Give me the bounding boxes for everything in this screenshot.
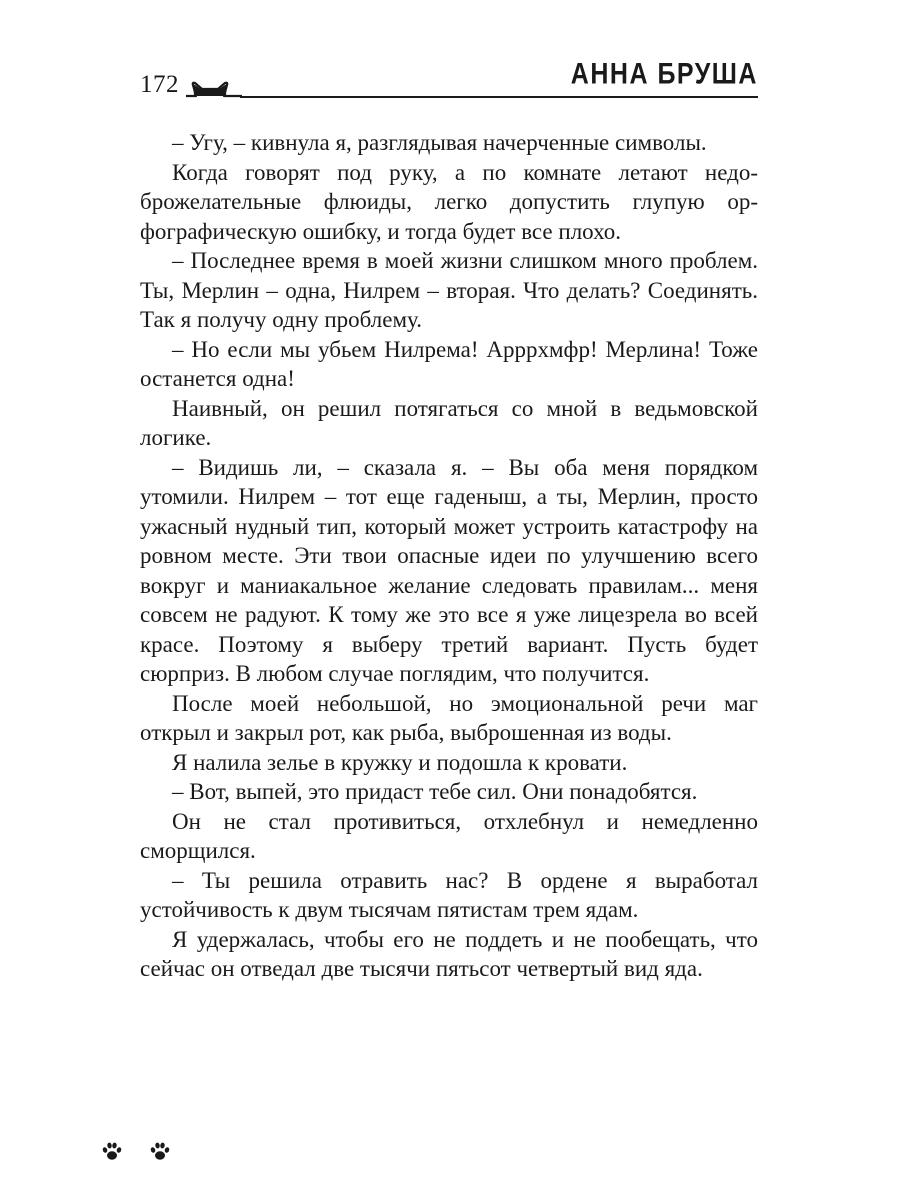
cat-ears-icon [184, 76, 244, 98]
footer-ornament [100, 1140, 180, 1166]
paw-print-icon [148, 1140, 172, 1164]
paragraph: Когда говорят под руку, а по комнате летают недоброжелательные флюиды, легко допустить глупую орфографическую ошибку, и тогда будет все плохо. [140, 159, 758, 244]
paragraph: – Ты решила отравить нас? В ордене я выработал устойчивость к двум тысячам пятистам трем ядам. [140, 867, 758, 922]
paw-print-icon [100, 1140, 124, 1164]
paragraph: Наивный, он решил потягаться со мной в ведьмовской логике. [140, 395, 758, 450]
paragraph: Он не стал противиться, отхлебнул и немедленно сморщился. [140, 808, 758, 863]
header-rule [240, 96, 758, 98]
page-header [140, 57, 758, 106]
paragraph: После моей небольшой, но эмоциональной речи маг открыл и закрыл рот, как рыба, выброшенная из воды. [140, 690, 758, 745]
paragraph: – Видишь ли, – сказала я. – Вы оба меня порядком утомили. Нилрем – тот еще гаденыш, а ты, Мерлин, просто ужасный нудный тип, который может устроить катастрофу на ровном месте. Эти твои опасные идеи по улучшению всего вокруг и маниакальное желание следовать правилам... меня совсем не радуют. К тому же это все я уже лицезрела во всей красе. Поэтому я выберу третий вариант. Пусть будет сюрприз. В любом случае поглядим, что получится. [140, 454, 758, 686]
paragraph: – Вот, выпей, это придаст тебе сил. Они понадобятся. [172, 779, 698, 804]
page-number: 172 [140, 71, 179, 98]
paragraph: – Последнее время в моей жизни слишком много проблем. Ты, Мерлин – одна, Нилрем – вторая. Что делать? Соединять. Так я получу одну проблему. [140, 248, 758, 332]
paragraph: – Угу, – кивнула я, разглядывая начерченные символы. [172, 130, 707, 155]
paragraph: – Но если мы убьем Нилрема! Арррхмфр! Мерлина! Тоже останется одна! [140, 336, 758, 391]
author-name: АННА БРУША [570, 57, 758, 91]
paragraph: Я налила зелье в кружку и подошла к кровати. [172, 749, 628, 775]
body-text [140, 128, 758, 984]
paragraph: Я удержалась, чтобы его не поддеть и не пообещать, что сейчас он отведал две тысячи пятьсот четвертый вид яда. [140, 926, 758, 981]
